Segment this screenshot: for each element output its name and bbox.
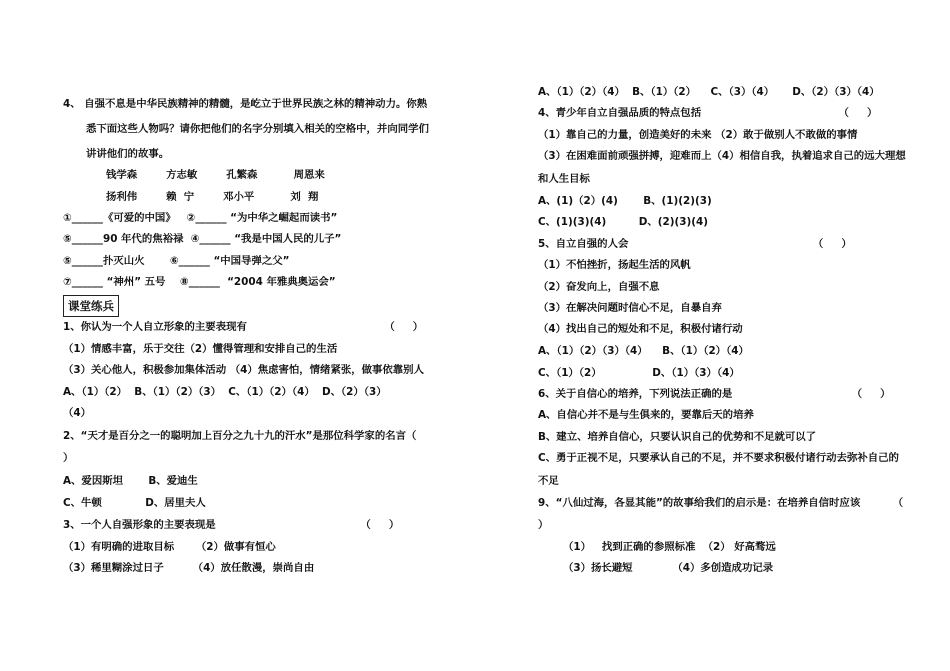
names-row: 扬利伟 赖 宁 邓小平 刘 翔 (106, 191, 319, 203)
question-5-option: （2）奋发向上，自强不息 (538, 281, 660, 293)
question-6-answer: B、建立、培养自信心，只要认识自己的优势和不足就可以了 (538, 431, 817, 443)
question-9-option: （3）扬长避短 （4）多创造成功记录 (563, 562, 774, 574)
practice-q2-answers: C、牛顿 D、居里夫人 (63, 497, 206, 509)
fill-blank-row: ⑤______90 年代的焦裕禄 ④______ “我是中国人民的儿子” (63, 233, 342, 245)
question-4b-option: 和人生目标 (538, 173, 590, 185)
practice-q2: 2、“天才是百分之一的聪明加上百分之九十九的汗水”是那位科学家的名言（ (63, 430, 417, 442)
fill-blank-row: ⑦______ “神州” 五号 ⑧______ “2004 年雅典奥运会” (63, 276, 336, 288)
practice-q1-option: （3）关心他人，积极参加集体活动 （4）焦虑害怕，情绪紧张，做事依靠别人 (63, 364, 424, 376)
practice-q1-answers: （4） (63, 407, 92, 419)
fill-blank-row: ①______《可爱的中国》 ②______ “为中华之崛起而读书” (63, 212, 338, 224)
question-5: 5、自立自强的人会 （ ） (538, 238, 852, 250)
question-5-option: （4）找出自己的短处和不足，积极付诸行动 (538, 323, 743, 335)
question-4-text: 4、 自强不息是中华民族精神的精髓，是屹立于世界民族之林的精神动力。你熟 (63, 98, 428, 110)
question-4-text: 讲讲他们的故事。 (86, 148, 170, 160)
question-4b-option: （1）靠自己的力量，创造美好的未来 （2）敢于做别人不敢做的事情 (538, 129, 858, 141)
question-4b: 4、青少年自立自强品质的特点包括 （ ） (538, 107, 878, 119)
fill-blank-row: ⑤______扑灭山火 ⑥______ “中国导弹之父” (63, 255, 290, 267)
practice-q3: 3、一个人自强形象的主要表现是 （ ） (63, 519, 400, 531)
question-9-option: （1） 找到正确的参照标准 （2） 好高骛远 (563, 541, 776, 553)
question-4-text: 悉下面这些人物吗？请你把他们的名字分别填入相关的空格中，并向同学们 (86, 123, 429, 135)
question-6: 6、关于自信心的培养，下列说法正确的是 （ ） (538, 388, 891, 400)
practice-q1-answers: A、（1）（2） B、（1）（2）（3） C、（1）（2）（4） D、（2）（3） (63, 386, 387, 398)
question-6-answer: A、自信心并不是与生俱来的，要靠后天的培养 (538, 409, 754, 421)
question-4b-answers: C、(1)(3)(4) D、(2)(3)(4) (538, 216, 708, 228)
practice-q2: ） (63, 452, 74, 464)
practice-q1: 1、你认为一个人自立形象的主要表现有 （ ） (63, 321, 424, 333)
question-9: ） (538, 519, 549, 531)
practice-q3-option: （1）有明确的进取目标 （2）做事有恒心 (63, 541, 276, 553)
question-5-answers: C、（1）（2） D、（1）（3）（4） (538, 367, 740, 379)
practice-q1-option: （1）情感丰富，乐于交往（2）懂得管理和安排自己的生活 (63, 343, 338, 355)
section-title: 课堂练兵 (63, 295, 119, 317)
answers-top: A、（1）（2）（4） B、（1）（2） C、（3）（4） D、（2）（3）（4） (538, 86, 880, 98)
names-row: 钱学森 方志敏 孔繁森 周恩来 (106, 169, 325, 181)
question-4b-option: （3）在困难面前顽强拼搏，迎难而上（4）相信自我，执着追求自己的远大理想 (538, 150, 906, 162)
question-5-answers: A、（1）（2）（3）（4） B、（1）（2）（4） (538, 345, 749, 357)
practice-q3-option: （3）稀里糊涂过日子 （4）放任散漫，崇尚自由 (63, 562, 315, 574)
question-4b-answers: A、(1)（2）(4) B、(1)(2)(3) (538, 195, 712, 207)
question-5-option: （1）不怕挫折，扬起生活的风帆 (538, 259, 691, 271)
practice-q2-answers: A、爱因斯坦 B、爱迪生 (63, 475, 198, 487)
question-6-answer: 不足 (538, 475, 559, 487)
question-6-answer: C、勇于正视不足，只要承认自己的不足，并不要求积极付诸行动去弥补自己的 (538, 452, 899, 464)
question-9: 9、“八仙过海，各显其能”的故事给我们的启示是：在培养自信时应该 （ (538, 497, 904, 509)
question-5-option: （3）在解决问题时信心不足，自暴自弃 (538, 302, 722, 314)
